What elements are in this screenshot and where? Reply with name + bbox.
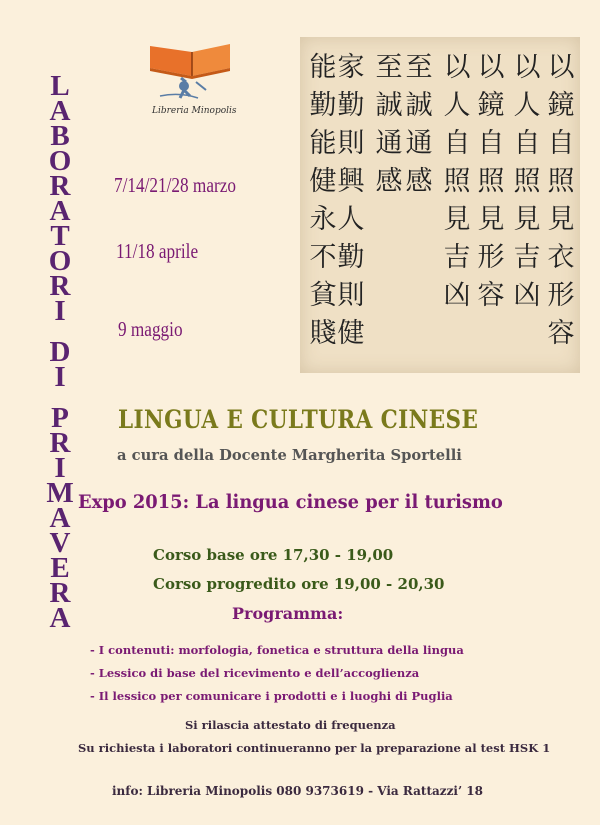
calligraphy-character: 家	[337, 52, 365, 83]
calligraphy-character: 能	[309, 128, 337, 159]
calligraphy-character: 容	[477, 280, 505, 311]
calligraphy-character: 至	[375, 52, 403, 83]
calligraphy-character: 勤	[337, 90, 365, 121]
calligraphy-character: 人	[513, 90, 541, 121]
program-item: - Lessico di base del ricevimento e dell’accoglienza	[90, 666, 420, 680]
calligraphy-character: 人	[443, 90, 471, 121]
calligraphy-character: 勤	[309, 90, 337, 121]
calligraphy-character: 照	[443, 166, 471, 197]
vertical-letter: I	[54, 452, 66, 484]
calligraphy-character: 勤	[337, 242, 365, 273]
vertical-letter: R	[49, 427, 71, 459]
calligraphy-character: 不	[309, 242, 337, 273]
program-title: Programma:	[232, 604, 344, 623]
calligraphy-character: 人	[337, 204, 365, 235]
hsk-note: Su richiesta i laboratori continueranno per la preparazione al test HSK 1	[78, 741, 551, 755]
calligraphy-column	[440, 49, 474, 315]
vertical-letter: D	[49, 336, 71, 368]
course-progredito: Corso progredito ore 19,00 - 20,30	[153, 575, 445, 593]
calligraphy-character: 自	[477, 128, 505, 159]
vertical-letter: B	[50, 120, 70, 152]
vertical-letter: M	[46, 477, 74, 509]
calligraphy-character: 照	[547, 166, 575, 197]
vertical-letter: R	[49, 270, 71, 302]
date-maggio: 9 maggio	[118, 317, 183, 341]
vertical-letter: T	[50, 220, 70, 252]
page-title: LINGUA E CULTURA CINESE	[118, 405, 479, 434]
calligraphy-character: 照	[477, 166, 505, 197]
calligraphy-character: 凶	[443, 280, 471, 311]
vertical-letter: I	[54, 295, 66, 327]
date-marzo: 7/14/21/28 marzo	[114, 173, 236, 197]
vertical-letter: R	[49, 170, 71, 202]
calligraphy-character: 吉	[513, 242, 541, 273]
calligraphy-character: 見	[547, 204, 575, 235]
vertical-title-laboratori-di-primavera	[40, 70, 80, 634]
course-base: Corso base ore 17,30 - 19,00	[153, 546, 394, 564]
calligraphy-character: 感	[405, 166, 433, 197]
calligraphy-character: 貧	[309, 280, 337, 311]
calligraphy-character: 永	[309, 204, 337, 235]
calligraphy-character: 誠	[375, 90, 403, 121]
calligraphy-character: 鏡	[477, 90, 505, 121]
calligraphy-character: 見	[477, 204, 505, 235]
calligraphy-character: 見	[513, 204, 541, 235]
calligraphy-character: 賤	[309, 318, 337, 349]
calligraphy-character: 自	[443, 128, 471, 159]
calligraphy-character: 能	[309, 52, 337, 83]
vertical-letter: O	[48, 145, 72, 177]
calligraphy-character: 鏡	[547, 90, 575, 121]
calligraphy-column	[474, 49, 508, 315]
calligraphy-character: 照	[513, 166, 541, 197]
expo-subtitle: Expo 2015: La lingua cinese per il turismo	[78, 491, 503, 513]
calligraphy-character: 見	[443, 204, 471, 235]
calligraphy-character: 自	[513, 128, 541, 159]
vertical-letter: E	[50, 552, 70, 584]
info-line: info: Libreria Minopolis 080 9373619 - Via Rattazzi’ 18	[112, 784, 483, 798]
program-item: - I contenuti: morfologia, fonetica e struttura della lingua	[90, 643, 464, 657]
calligraphy-column	[402, 49, 436, 201]
certificate-note: Si rilascia attestato di frequenza	[185, 718, 396, 732]
calligraphy-character: 則	[337, 128, 365, 159]
vertical-letter: A	[49, 502, 71, 534]
book-logo-icon	[140, 38, 240, 104]
vertical-letter: R	[49, 577, 71, 609]
calligraphy-character: 以	[477, 52, 505, 83]
calligraphy-character: 通	[405, 128, 433, 159]
calligraphy-column	[372, 49, 406, 201]
libreria-minopolis-logo	[140, 38, 240, 120]
calligraphy-character: 健	[337, 318, 365, 349]
calligraphy-character: 吉	[443, 242, 471, 273]
calligraphy-character: 形	[477, 242, 505, 273]
calligraphy-character: 感	[375, 166, 403, 197]
chinese-calligraphy-image	[300, 37, 580, 373]
calligraphy-character: 以	[547, 52, 575, 83]
calligraphy-character: 則	[337, 280, 365, 311]
calligraphy-column	[544, 49, 578, 353]
calligraphy-character: 以	[513, 52, 541, 83]
vertical-letter: O	[48, 245, 72, 277]
vertical-letter: P	[51, 402, 69, 434]
teacher-line: a cura della Docente Margherita Sportelli	[117, 446, 462, 464]
program-item: - Il lessico per comunicare i prodotti e i luoghi di Puglia	[90, 689, 453, 703]
date-aprile: 11/18 aprile	[116, 239, 199, 263]
calligraphy-character: 誠	[405, 90, 433, 121]
calligraphy-character: 至	[405, 52, 433, 83]
calligraphy-character: 自	[547, 128, 575, 159]
calligraphy-column	[306, 49, 340, 353]
calligraphy-character: 以	[443, 52, 471, 83]
calligraphy-character: 形	[547, 280, 575, 311]
calligraphy-character: 凶	[513, 280, 541, 311]
vertical-letter: A	[49, 95, 71, 127]
logo-text: Libreria Minopolis	[152, 106, 237, 116]
calligraphy-character: 容	[547, 318, 575, 349]
vertical-letter: I	[54, 361, 66, 393]
vertical-letter: V	[49, 527, 71, 559]
calligraphy-character: 通	[375, 128, 403, 159]
calligraphy-column	[510, 49, 544, 315]
vertical-letter: A	[49, 602, 71, 634]
calligraphy-character: 健	[309, 166, 337, 197]
vertical-letter: A	[49, 195, 71, 227]
vertical-letter: L	[50, 70, 70, 102]
calligraphy-character: 衣	[547, 242, 575, 273]
calligraphy-character: 興	[337, 166, 365, 197]
